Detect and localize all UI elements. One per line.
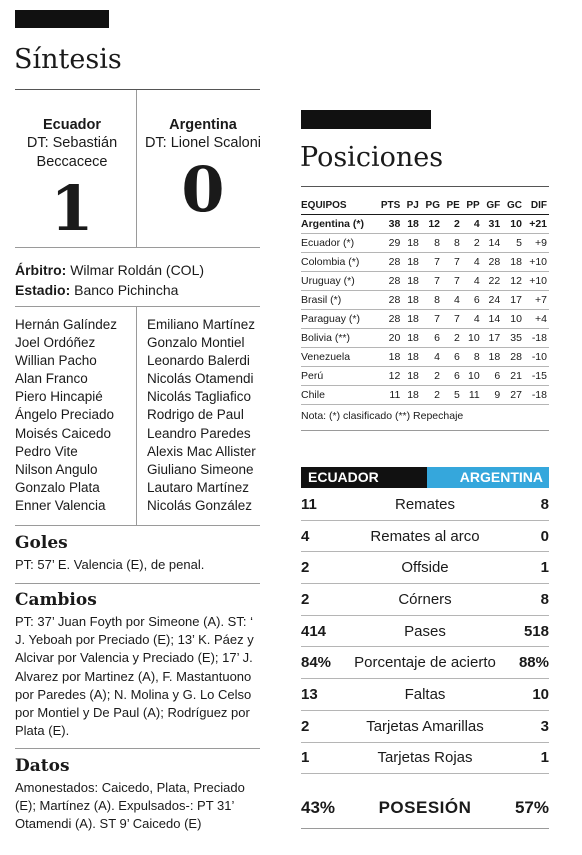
possession-row — [301, 793, 549, 823]
stats-header — [301, 467, 549, 488]
standings-value-cell: 6 — [462, 290, 482, 309]
stat-away-value: 8 — [540, 590, 549, 608]
standings-value-cell: 27 — [502, 386, 524, 405]
stat-away-value: 88% — [518, 654, 549, 672]
standings-value-cell: 18 — [402, 252, 421, 271]
divider — [301, 430, 549, 431]
away-team-block — [142, 116, 264, 226]
standings-row — [301, 233, 549, 252]
standings-value-cell: +9 — [524, 233, 549, 252]
stat-label: Porcentaje de acierto — [354, 654, 496, 672]
standings-value-cell: 18 — [402, 233, 421, 252]
standings-value-cell: 28 — [375, 309, 402, 328]
stat-home-value: 13 — [301, 686, 318, 704]
stat-home-value: 84% — [301, 654, 332, 672]
standings-value-cell: 7 — [421, 252, 442, 271]
player-name: Pedro Vite — [15, 443, 78, 459]
standings-value-cell: 8 — [442, 233, 462, 252]
stat-away-value: 1 — [540, 559, 549, 577]
stadium-label: Estadio: — [15, 282, 71, 298]
stat-label: Pases — [404, 622, 446, 640]
possession-label: POSESIÓN — [378, 798, 472, 817]
standings-value-cell: 2 — [442, 214, 462, 233]
possession-away: 57% — [514, 798, 549, 817]
divider — [15, 583, 260, 584]
column-header: DIF — [530, 200, 547, 212]
standings-team-cell: Argentina (*) — [301, 214, 375, 233]
data-title: Datos — [15, 756, 70, 776]
standings-value-cell: 8 — [462, 348, 482, 367]
score-divider — [136, 90, 137, 247]
standings-value-cell: 28 — [482, 252, 502, 271]
standings-value-cell: 6 — [482, 367, 502, 386]
column-header: PP — [466, 200, 480, 212]
standings-team-cell: Ecuador (*) — [301, 233, 375, 252]
standings-value-cell: 10 — [502, 214, 524, 233]
section-marker-bar — [15, 10, 109, 28]
substitutions-title: Cambios — [15, 590, 97, 610]
divider — [301, 186, 549, 187]
stat-away-value: 8 — [540, 495, 549, 513]
column-header: EQUIPOS — [301, 200, 347, 212]
player-name: Moisés Caicedo — [15, 425, 112, 441]
standings-value-cell: 7 — [421, 271, 442, 290]
stat-row — [301, 679, 549, 711]
standings-value-cell: 8 — [421, 290, 442, 309]
stat-row — [301, 489, 549, 521]
standings-value-cell: 7 — [442, 271, 462, 290]
standings-team-cell: Colombia (*) — [301, 252, 375, 271]
standings-value-cell: 24 — [482, 290, 502, 309]
stat-row — [301, 552, 549, 584]
column-header: PE — [446, 200, 460, 212]
goals-title: Goles — [15, 533, 68, 553]
standings-value-cell: 4 — [462, 309, 482, 328]
standings-value-cell: 7 — [421, 309, 442, 328]
stadium-value: Banco Pichincha — [74, 282, 179, 298]
away-team-score: 0 — [181, 153, 225, 226]
stat-away-value: 0 — [540, 527, 549, 545]
standings-value-cell: 18 — [402, 309, 421, 328]
divider — [15, 748, 260, 749]
player-name: Joel Ordóñez — [15, 335, 96, 351]
stat-row — [301, 584, 549, 616]
divider — [301, 828, 549, 829]
stat-label: Offside — [401, 559, 449, 577]
standings-value-cell: +21 — [524, 214, 549, 233]
standings-row — [301, 252, 549, 271]
standings-value-cell: 2 — [442, 329, 462, 348]
stats-away-label: ARGENTINA — [427, 467, 549, 488]
home-team-name: Ecuador — [42, 117, 101, 133]
standings-value-cell: 7 — [442, 252, 462, 271]
standings-value-cell: -18 — [524, 329, 549, 348]
player-name: Piero Hincapié — [15, 389, 103, 405]
player-name: Nicolás González — [147, 497, 253, 513]
standings-value-cell: 4 — [462, 271, 482, 290]
stat-row — [301, 711, 549, 743]
stat-row — [301, 743, 549, 775]
standings-value-cell: 18 — [402, 386, 421, 405]
standings-value-cell: 12 — [502, 271, 524, 290]
standings-value-cell: 2 — [421, 386, 442, 405]
home-team-score: 1 — [50, 172, 94, 245]
standings-value-cell: 35 — [502, 329, 524, 348]
standings-value-cell: +10 — [524, 252, 549, 271]
standings-value-cell: 17 — [482, 329, 502, 348]
standings-value-cell: 28 — [375, 252, 402, 271]
stats-home-label: ECUADOR — [301, 467, 427, 488]
away-team-coach: DT: Lionel Scaloni — [144, 135, 262, 151]
home-team-coach: DT: Sebastián Beccacece — [26, 135, 118, 170]
player-name: Nicolás Otamendi — [147, 371, 254, 387]
player-name: Lautaro Martínez — [147, 479, 250, 495]
stat-label: Faltas — [404, 686, 446, 704]
referee-label: Árbitro: — [15, 262, 67, 278]
stat-label: Córners — [398, 590, 452, 608]
standings-value-cell: -15 — [524, 367, 549, 386]
standings-value-cell: -10 — [524, 348, 549, 367]
divider — [15, 306, 260, 307]
standings-value-cell: 18 — [482, 348, 502, 367]
stat-away-value: 10 — [532, 686, 549, 704]
standings-value-cell: 38 — [375, 214, 402, 233]
synthesis-title: Síntesis — [14, 44, 122, 75]
standings-value-cell: 18 — [502, 252, 524, 271]
standings-team-cell: Paraguay (*) — [301, 309, 375, 328]
standings-value-cell: 4 — [421, 348, 442, 367]
player-name: Gonzalo Plata — [15, 479, 100, 495]
column-header: PTS — [380, 200, 401, 212]
standings-row — [301, 348, 549, 367]
player-name: Alan Franco — [15, 371, 88, 387]
standings-value-cell: 17 — [502, 290, 524, 309]
standings-value-cell: 18 — [402, 214, 421, 233]
stat-home-value: 2 — [301, 590, 310, 608]
standings-team-cell: Chile — [301, 386, 375, 405]
column-header: PJ — [406, 200, 419, 212]
stat-home-value: 11 — [301, 495, 317, 513]
standings-value-cell: 6 — [421, 329, 442, 348]
column-header: GC — [506, 200, 522, 212]
standings-row — [301, 271, 549, 290]
stat-label: Tarjetas Rojas — [377, 749, 473, 767]
stat-row — [301, 616, 549, 648]
divider — [15, 89, 260, 90]
divider — [15, 247, 260, 248]
player-name: Alexis Mac Allister — [147, 443, 256, 459]
standings-team-cell: Brasil (*) — [301, 290, 375, 309]
stat-label: Remates — [394, 495, 456, 513]
home-team-block — [11, 116, 133, 245]
standings-value-cell: 28 — [375, 290, 402, 309]
possession-home: 43% — [301, 798, 336, 817]
standings-value-cell: 14 — [482, 309, 502, 328]
standings-value-cell: 5 — [442, 386, 462, 405]
player-name: Giuliano Simeone — [147, 461, 254, 477]
standings-value-cell: 18 — [402, 348, 421, 367]
standings-value-cell: 18 — [402, 271, 421, 290]
player-name: Leonardo Balerdi — [147, 353, 250, 369]
standings-value-cell: 7 — [442, 309, 462, 328]
referee-value: Wilmar Roldán (COL) — [70, 262, 205, 278]
player-name: Hernán Galíndez — [15, 317, 118, 332]
standings-value-cell: 8 — [421, 233, 442, 252]
referee-line — [15, 260, 204, 280]
standings-team-cell: Perú — [301, 367, 375, 386]
standings-value-cell: 4 — [462, 214, 482, 233]
standings-value-cell: 10 — [502, 309, 524, 328]
stat-home-value: 4 — [301, 527, 310, 545]
standings-value-cell: +4 — [524, 309, 549, 328]
standings-value-cell: 4 — [462, 252, 482, 271]
standings-row — [301, 214, 549, 233]
player-name: Gonzalo Montiel — [147, 335, 245, 351]
standings-value-cell: 29 — [375, 233, 402, 252]
standings-value-cell: 5 — [502, 233, 524, 252]
standings-team-cell: Bolivia (**) — [301, 329, 375, 348]
stat-home-value: 2 — [301, 559, 310, 577]
stat-away-value: 1 — [540, 749, 549, 767]
standings-value-cell: 20 — [375, 329, 402, 348]
stat-row — [301, 521, 549, 553]
lineup-divider — [136, 306, 137, 525]
player-name: Rodrigo de Paul — [147, 407, 244, 423]
stat-home-value: 2 — [301, 717, 310, 735]
standings-value-cell: 12 — [421, 214, 442, 233]
player-name: Emiliano Martínez — [147, 317, 256, 332]
standings-value-cell: 21 — [502, 367, 524, 386]
standings-value-cell: 31 — [482, 214, 502, 233]
divider — [15, 525, 260, 526]
standings-value-cell: 10 — [462, 367, 482, 386]
standings-row — [301, 329, 549, 348]
column-header: GF — [486, 200, 501, 212]
standings-value-cell: 4 — [442, 290, 462, 309]
standings-value-cell: 18 — [402, 329, 421, 348]
standings-value-cell: +10 — [524, 271, 549, 290]
standings-header-row — [301, 198, 549, 214]
section-marker-bar — [301, 110, 431, 129]
standings-value-cell: 28 — [375, 271, 402, 290]
standings-value-cell: 2 — [462, 233, 482, 252]
standings-row — [301, 367, 549, 386]
substitutions-text: PT: 37’ Juan Foyth por Simeone (A). ST: ‘ J. Yeboah por Preciado (E); 13’ K. Páez y Alcivar por Valencia y Preciado (E); 17’ J. Alvarez por Martinez (A), F. Mastantuono por Paredes (A); N. Molina y G. Lo Celso por Montiel y De Paul (A); Rodríguez por Plata (E). — [15, 614, 254, 739]
away-team-name: Argentina — [169, 117, 237, 133]
standings-value-cell: 11 — [375, 386, 402, 405]
standings-row — [301, 290, 549, 309]
standings-value-cell: 18 — [402, 290, 421, 309]
stat-away-value: 518 — [523, 622, 549, 640]
standings-value-cell: 6 — [442, 367, 462, 386]
data-text: Amonestados: Caicedo, Plata, Preciado (E); Martínez (A). Expulsados-: PT 31’ Otamendi (A). ST 9’ Caicedo (E) — [15, 780, 245, 832]
home-lineup — [15, 316, 135, 515]
stat-home-value: 1 — [301, 749, 310, 767]
standings-value-cell: +7 — [524, 290, 549, 309]
standings-value-cell: 11 — [462, 386, 482, 405]
away-lineup — [147, 316, 267, 515]
standings-title: Posiciones — [300, 142, 444, 173]
stadium-line — [15, 280, 178, 300]
standings-row — [301, 386, 549, 405]
stat-row — [301, 648, 549, 680]
column-header: PG — [425, 200, 440, 212]
stat-home-value: 414 — [301, 622, 327, 640]
stat-away-value: 3 — [540, 717, 549, 735]
stat-label: Remates al arco — [370, 527, 480, 545]
standings-value-cell: 18 — [402, 367, 421, 386]
standings-table — [301, 198, 549, 405]
standings-value-cell: 10 — [462, 329, 482, 348]
standings-value-cell: 9 — [482, 386, 502, 405]
player-name: Willian Pacho — [15, 353, 97, 369]
standings-row — [301, 309, 549, 328]
standings-value-cell: 2 — [421, 367, 442, 386]
standings-value-cell: 28 — [502, 348, 524, 367]
player-name: Leandro Paredes — [147, 425, 251, 441]
player-name: Nilson Angulo — [15, 461, 98, 477]
player-name: Nicolás Tagliafico — [147, 389, 252, 405]
player-name: Ángelo Preciado — [15, 407, 115, 423]
standings-value-cell: 12 — [375, 367, 402, 386]
standings-value-cell: 6 — [442, 348, 462, 367]
standings-value-cell: 18 — [375, 348, 402, 367]
standings-note: Nota: (*) clasificado (**) Repechaje — [301, 410, 464, 422]
standings-value-cell: 14 — [482, 233, 502, 252]
stat-label: Tarjetas Amarillas — [366, 717, 484, 735]
standings-team-cell: Venezuela — [301, 348, 375, 367]
goals-text: PT: 57’ E. Valencia (E), de penal. — [15, 557, 205, 572]
standings-value-cell: -18 — [524, 386, 549, 405]
standings-value-cell: 22 — [482, 271, 502, 290]
player-name: Enner Valencia — [15, 497, 106, 513]
standings-team-cell: Uruguay (*) — [301, 271, 375, 290]
